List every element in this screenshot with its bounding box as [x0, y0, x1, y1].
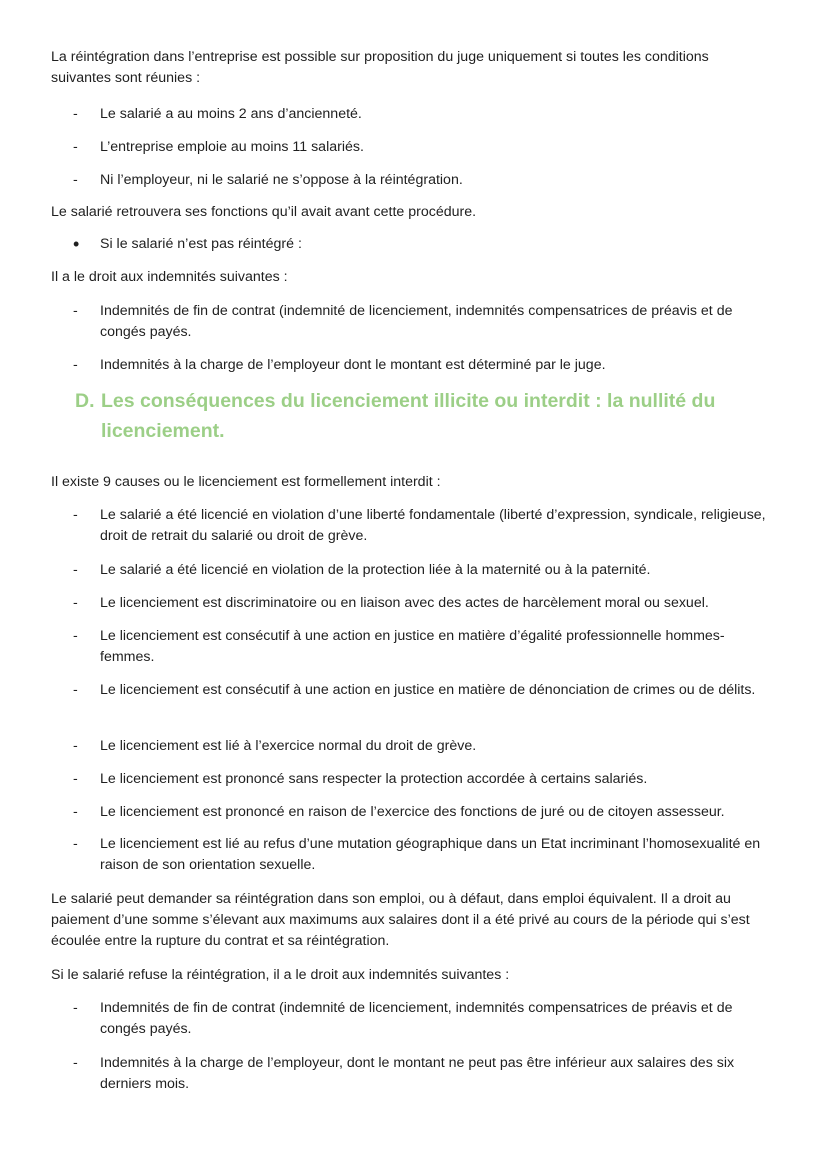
dash-marker: - [73, 595, 78, 611]
list-item [73, 170, 773, 191]
dash-marker: - [73, 682, 78, 698]
dash-marker: - [73, 1000, 78, 1016]
list-item [73, 301, 773, 343]
list-item [73, 1053, 773, 1095]
condition-text: L’entreprise emploie au moins 11 salariés. [100, 139, 364, 155]
paragraph: Le salarié retrouvera ses fonctions qu’il avait avant cette procédure. [51, 204, 477, 220]
list-item [73, 104, 773, 125]
dash-marker: - [73, 628, 78, 644]
cause-text: Le licenciement est prononcé sans respecter la protection accordée à certains salariés. [100, 771, 648, 787]
dash-marker: - [73, 771, 78, 787]
heading-text: Les conséquences du licenciement illicite ou interdit : la nullité du licenciement. [101, 390, 716, 442]
cause-text: Le licenciement est lié au refus d’une mutation géographique dans un Etat incriminant l’homosexualité en raison de son orientation sexuelle. [100, 836, 761, 873]
dash-marker: - [73, 139, 78, 155]
cause-text: Le salarié a été licencié en violation d’une liberté fondamentale (liberté d’expression, syndicale, religieuse, droit de retrait du salarié ou droit de grève. [100, 507, 766, 544]
dash-marker: - [73, 804, 78, 820]
indemnity-text: Indemnités de fin de contrat (indemnité de licenciement, indemnités compensatrices de préavis et de congés payés. [100, 303, 733, 340]
list-item [73, 505, 773, 547]
list-item [73, 769, 773, 790]
list-item [73, 137, 773, 158]
paragraph: Il existe 9 causes ou le licenciement est formellement interdit : [51, 474, 441, 490]
indemnity-text: Indemnités à la charge de l’employeur dont le montant est déterminé par le juge. [100, 357, 606, 373]
bullet-item [73, 234, 773, 255]
list-item [73, 802, 773, 823]
condition-text: Ni l’employeur, ni le salarié ne s’oppose à la réintégration. [100, 172, 463, 188]
intro-paragraph: La réintégration dans l’entreprise est possible sur proposition du juge uniquement si toutes les conditions suivantes sont réunies : [51, 49, 709, 86]
list-item [73, 680, 773, 701]
dash-marker: - [73, 562, 78, 578]
list-item [73, 626, 773, 668]
dash-marker: - [73, 738, 78, 754]
cause-text: Le licenciement est lié à l’exercice normal du droit de grève. [100, 738, 477, 754]
bullet-marker: • [73, 234, 80, 254]
dash-marker: - [73, 357, 78, 373]
dash-marker: - [73, 836, 78, 852]
dash-marker: - [73, 507, 78, 523]
condition-text: Le salarié a au moins 2 ans d’ancienneté. [100, 106, 362, 122]
paragraph: Il a le droit aux indemnités suivantes : [51, 269, 288, 285]
dash-marker: - [73, 106, 78, 122]
section-heading [75, 386, 765, 446]
list-item [73, 593, 773, 614]
bullet-text: Si le salarié n’est pas réintégré : [100, 236, 302, 252]
cause-text: Le licenciement est prononcé en raison de l’exercice des fonctions de juré ou de citoyen assesseur. [100, 804, 725, 820]
list-item [73, 998, 773, 1040]
list-item [73, 355, 773, 376]
cause-text: Le salarié a été licencié en violation de la protection liée à la maternité ou à la paternité. [100, 562, 651, 578]
dash-marker: - [73, 172, 78, 188]
cause-text: Le licenciement est discriminatoire ou en liaison avec des actes de harcèlement moral ou sexuel. [100, 595, 709, 611]
list-item [73, 834, 773, 876]
indemnity-text: Indemnités à la charge de l’employeur, dont le montant ne peut pas être inférieur aux salaires des six derniers mois. [100, 1055, 735, 1092]
cause-text: Le licenciement est consécutif à une action en justice en matière de dénonciation de crimes ou de délits. [100, 682, 756, 698]
list-item [73, 736, 773, 757]
dash-marker: - [73, 303, 78, 319]
heading-marker: D. [75, 390, 95, 412]
dash-marker: - [73, 1055, 78, 1071]
reinstatement-paragraph: Le salarié peut demander sa réintégration dans son emploi, ou à défaut, dans emploi équivalent. Il a droit au paiement d’une somme s’élevant aux maximums aux salaires dont il a été privé au cours de la période qui s’est écoulée entre la rupture du contrat et sa réintégration. [51, 891, 750, 949]
paragraph: Si le salarié refuse la réintégration, il a le droit aux indemnités suivantes : [51, 967, 510, 983]
list-item [73, 560, 773, 581]
indemnity-text: Indemnités de fin de contrat (indemnité de licenciement, indemnités compensatrices de préavis et de congés payés. [100, 1000, 733, 1037]
cause-text: Le licenciement est consécutif à une action en justice en matière d’égalité professionnelle hommes-femmes. [100, 628, 725, 665]
